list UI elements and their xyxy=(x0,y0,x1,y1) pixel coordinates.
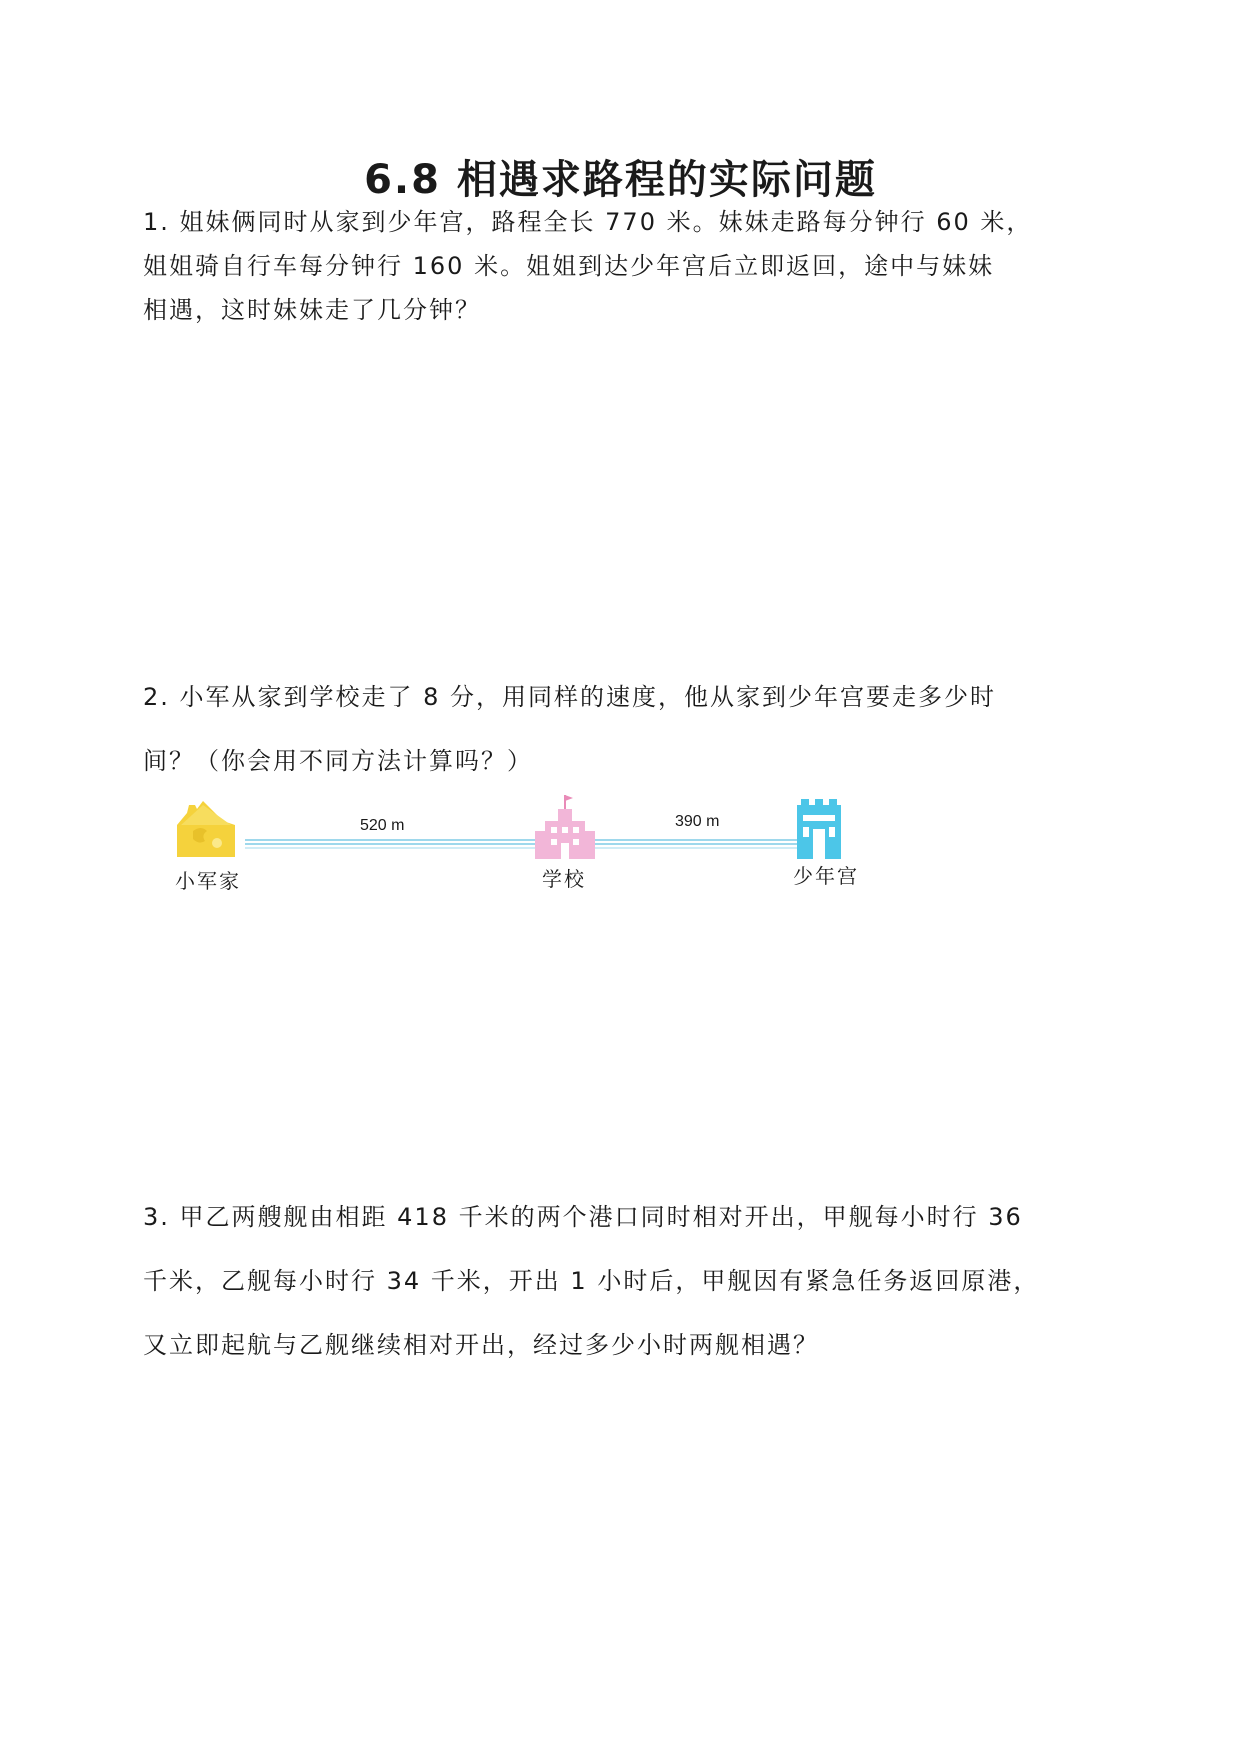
distance-label-school-palace: 390 m xyxy=(675,813,720,830)
question-3-line: 3. 甲乙两艘舰由相距 418 千米的两个港口同时相对开出，甲舰每小时行 36 xyxy=(143,1203,1023,1231)
question-3-line: 又立即起航与乙舰继续相对开出，经过多少小时两舰相遇？ xyxy=(143,1331,819,1359)
place-label-school: 学校 xyxy=(542,867,586,891)
question-1-line: 相遇，这时妹妹走了几分钟？ xyxy=(143,296,481,324)
question-2-line: 2. 小军从家到学校走了 8 分，用同样的速度，他从家到少年宫要走多少时 xyxy=(143,683,997,711)
question-3 xyxy=(143,1185,1143,1377)
question-2-line: 间？（你会用不同方法计算吗？） xyxy=(143,747,533,775)
question-2 xyxy=(143,665,1128,793)
page-title: 6.8 相遇求路程的实际问题 xyxy=(364,157,877,203)
question-1-line: 1. 姐妹俩同时从家到少年宫，路程全长 770 米。妹妹走路每分钟行 60 米， xyxy=(143,208,1033,236)
route-diagram-graphic xyxy=(175,795,895,895)
place-label-palace: 少年宫 xyxy=(793,864,859,888)
question-1-line: 姐姐骑自行车每分钟行 160 米。姐姐到达少年宫后立即返回，途中与妹妹 xyxy=(143,252,995,280)
palace-icon xyxy=(797,799,841,859)
place-label-home: 小军家 xyxy=(175,869,241,893)
school-icon xyxy=(535,795,595,859)
question-3-line: 千米，乙舰每小时行 34 千米，开出 1 小时后，甲舰因有紧急任务返回原港， xyxy=(143,1267,1040,1295)
distance-label-home-school: 520 m xyxy=(360,817,405,834)
house-icon xyxy=(177,801,235,857)
question-1 xyxy=(143,200,1128,332)
route-diagram xyxy=(175,795,895,895)
